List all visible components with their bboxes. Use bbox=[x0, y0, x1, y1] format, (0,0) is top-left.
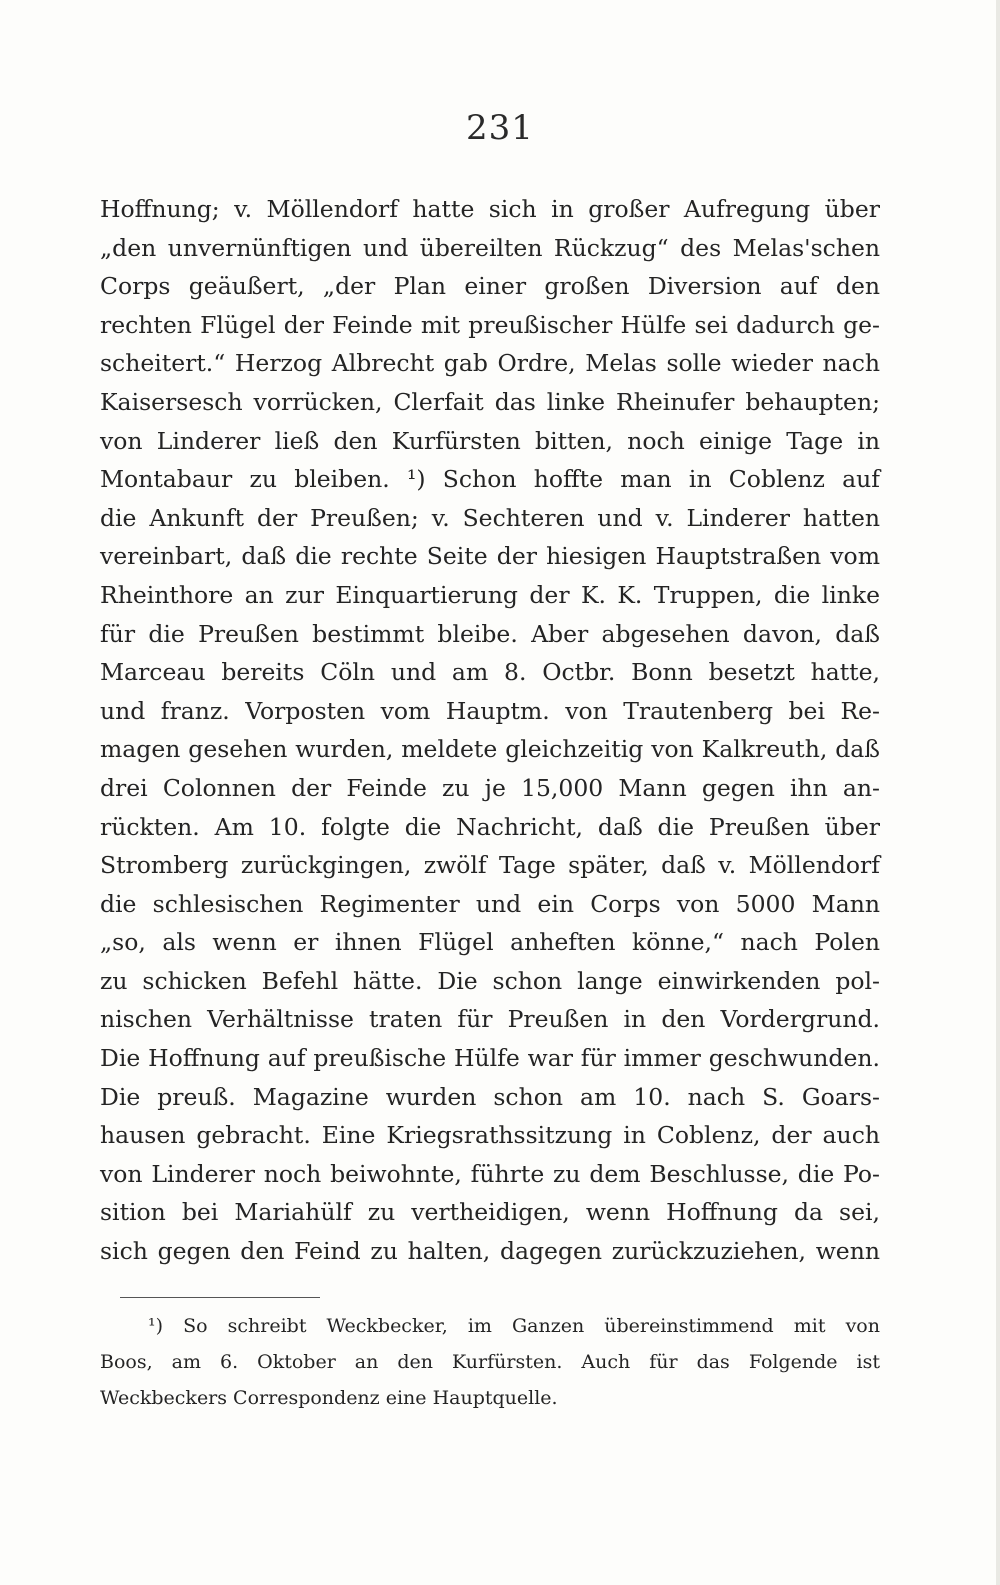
text-line: rechten Flügel der Feinde mit preußischer Hülfe sei dadurch ge- bbox=[100, 310, 880, 339]
text-line: Marceau bereits Cöln und am 8. Octbr. Bonn besetzt hatte, bbox=[100, 658, 880, 687]
text-line: Die preuß. Magazine wurden schon am 10. nach S. Goars- bbox=[100, 1082, 880, 1111]
text-line: sition bei Mariahülf zu vertheidigen, wenn Hoffnung da sei, bbox=[100, 1198, 880, 1227]
text-line: Montabaur zu bleiben. ¹) Schon hoffte man in Coblenz auf bbox=[100, 465, 880, 494]
text-line: scheitert.“ Herzog Albrecht gab Ordre, Melas solle wieder nach bbox=[100, 349, 880, 378]
text-line: Die Hoffnung auf preußische Hülfe war für immer geschwunden. bbox=[100, 1044, 880, 1073]
text-line: Hoffnung; v. Möllendorf hatte sich in großer Aufregung über bbox=[100, 195, 880, 223]
text-line: drei Colonnen der Feinde zu je 15,000 Mann gegen ihn an- bbox=[100, 773, 880, 802]
text-line: die Ankunft der Preußen; v. Sechteren und v. Linderer hatten bbox=[100, 503, 880, 532]
footnote-line: Weckbeckers Correspondenz eine Hauptquelle. bbox=[100, 1387, 558, 1409]
text-line: zu schicken Befehl hätte. Die schon lange einwirkenden pol- bbox=[100, 966, 880, 995]
text-line: von Linderer ließ den Kurfürsten bitten, noch einige Tage in bbox=[100, 426, 880, 455]
text-line: magen gesehen wurden, meldete gleichzeitig von Kalkreuth, daß bbox=[100, 735, 880, 764]
text-line: „so, als wenn er ihnen Flügel anheften könne,“ nach Polen bbox=[100, 928, 880, 957]
text-line: Kaisersesch vorrücken, Clerfait das linke Rheinufer behaupten; bbox=[100, 387, 880, 416]
page-number: 231 bbox=[466, 108, 534, 148]
text-line: sich gegen den Feind zu halten, dagegen zurückzuziehen, wenn bbox=[100, 1237, 880, 1266]
text-line: die schlesischen Regimenter und ein Corps von 5000 Mann bbox=[100, 889, 880, 918]
body-text bbox=[100, 190, 880, 1271]
page-edge bbox=[996, 0, 1000, 1585]
footnote-line: Boos, am 6. Oktober an den Kurfürsten. Auch für das Folgende ist bbox=[100, 1351, 880, 1373]
footnote-line: ¹) So schreibt Weckbecker, im Ganzen übereinstimmend mit von bbox=[148, 1315, 880, 1337]
text-line: Rheinthore an zur Einquartierung der K. K. Truppen, die linke bbox=[100, 580, 880, 609]
text-line: „den unvernünftigen und übereilten Rückzug“ des Melas'schen bbox=[100, 233, 880, 262]
text-line: und franz. Vorposten vom Hauptm. von Trautenberg bei Re- bbox=[100, 696, 880, 725]
footnotes bbox=[100, 1308, 880, 1416]
text-line: für die Preußen bestimmt bleibe. Aber abgesehen davon, daß bbox=[100, 619, 880, 648]
text-line: von Linderer noch beiwohnte, führte zu dem Beschlusse, die Po- bbox=[100, 1159, 880, 1188]
footnote-divider bbox=[120, 1297, 320, 1298]
text-line: rückten. Am 10. folgte die Nachricht, daß die Preußen über bbox=[100, 812, 880, 841]
text-line: nischen Verhältnisse traten für Preußen in den Vordergrund. bbox=[100, 1005, 880, 1034]
text-line: vereinbart, daß die rechte Seite der hiesigen Hauptstraßen vom bbox=[100, 542, 880, 571]
text-line: Corps geäußert, „der Plan einer großen Diversion auf den bbox=[100, 272, 880, 301]
text-line: Stromberg zurückgingen, zwölf Tage später, daß v. Möllendorf bbox=[100, 851, 880, 880]
text-line: hausen gebracht. Eine Kriegsrathssitzung in Coblenz, der auch bbox=[100, 1121, 880, 1150]
